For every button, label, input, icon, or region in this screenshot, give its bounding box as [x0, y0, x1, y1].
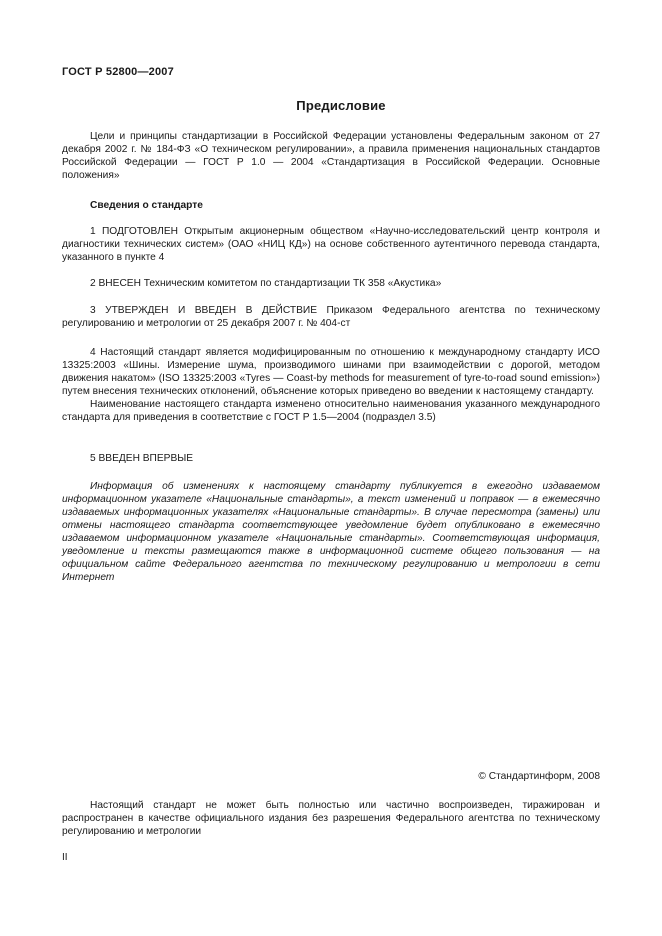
- item-5-paragraph: 5 ВВЕДЕН ВПЕРВЫЕ: [90, 453, 194, 464]
- intro-block: [62, 130, 600, 182]
- document-id-header: ГОСТ Р 52800—2007: [62, 66, 174, 78]
- item-4-note: Наименование настоящего стандарта изменено относительно наименования указанного международного стандарта для приведения в соответствие с ГОСТ Р 1.5—2004 (подраздел 3.5): [62, 399, 600, 423]
- intro-paragraph: Цели и принципы стандартизации в Российской Федерации установлены Федеральным законом от 27 декабря 2002 г. № 184-ФЗ «О техническом регулировании», а правила применения национальных стандартов Российской Федерации — ГОСТ Р 1.0 — 2004 «Стандартизация в Российской Федерации. Основные положения»: [62, 131, 600, 181]
- item-1-paragraph: 1 ПОДГОТОВЛЕН Открытым акционерным обществом «Научно-исследовательский центр контроля и диагностики технических систем» (ОАО «НИЦ КД») на основе собственного аутентичного перевода стандарта, указанного в пункте 4: [62, 226, 600, 263]
- item-3-paragraph: 3 УТВЕРЖДЕН И ВВЕДЕН В ДЕЙСТВИЕ Приказом Федерального агентства по техническому регулированию и метрологии от 25 декабря 2007 г. № 404-ст: [62, 305, 600, 329]
- section-heading: Сведения о стандарте: [90, 200, 203, 211]
- copyright-line: © Стандартинформ, 2008: [478, 771, 600, 782]
- item-2-block: [62, 277, 600, 290]
- page-title: Предисловие: [296, 98, 386, 113]
- page-number: II: [62, 852, 68, 863]
- reproduction-notice: Настоящий стандарт не может быть полностью или частично воспроизведен, тиражирован и распространен в качестве официального издания без разрешения Федерального агентства по техническому регулированию и метрологии: [62, 800, 600, 837]
- item-4-paragraph: 4 Настоящий стандарт является модифицированным по отношению к международному стандарту ИСО 13325:2003 «Шины. Измерение шума, производимого шинами при взаимодействии с дорогой, методом движения накатом» (ISO 13325:2003 «Tyres — Coast-by methods for measurement of tyre-to-road sound emission») путем внесения технических отклонений, объяснение которых приведено во введении к настоящему стандарту.: [62, 347, 600, 397]
- info-notice: Информация об изменениях к настоящему стандарту публикуется в ежегодно издаваемом информационном указателе «Национальные стандарты», а текст изменений и поправок — в ежемесячно издаваемых информационных указателях «Национальные стандарты». В случае пересмотра (замены) или отмены настоящего стандарта соответствующее уведомление будет опубликовано в ежемесячно издаваемом информационном указателе «Национальные стандарты». Соответствующая информация, уведомление и тексты размещаются также в информационной системе общего пользования — на официальном сайте Федерального агентства по техническому регулированию и метрологии в сети Интернет: [62, 481, 600, 583]
- item-2-paragraph: 2 ВНЕСЕН Техническим комитетом по стандартизации ТК 358 «Акустика»: [90, 278, 442, 289]
- item-3-block: [62, 304, 600, 330]
- item-5-block: [62, 452, 600, 465]
- item-1-block: [62, 225, 600, 264]
- section-heading-block: [62, 199, 600, 212]
- info-notice-block: [62, 480, 600, 584]
- item-4-block: [62, 346, 600, 424]
- reproduction-notice-block: [62, 799, 600, 838]
